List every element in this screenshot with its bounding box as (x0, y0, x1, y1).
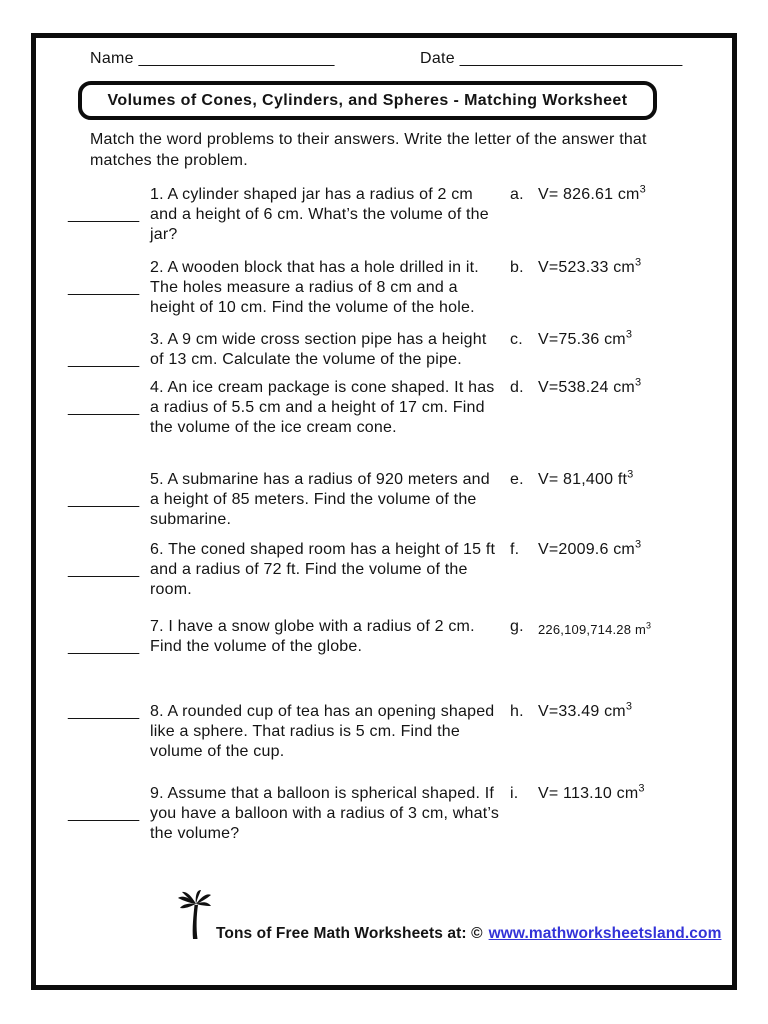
answer-blank-line: ________ (68, 805, 140, 822)
answer-letter: g. (510, 618, 524, 635)
footer-credit-text: Tons of Free Math Worksheets at: © (216, 925, 483, 942)
date-blank-line: _________________________ (459, 50, 683, 67)
answer-blank-line: ________ (68, 206, 140, 223)
answer-value: V= 113.10 $cm^3$ (538, 782, 645, 802)
problem-row (36, 330, 732, 370)
problem-text: 9. Assume that a balloon is spherical shaped. If you have a balloon with a radius of 3 cm, what’s the volume? (150, 785, 500, 842)
date-field (420, 50, 682, 68)
problem-row (36, 784, 732, 844)
worksheet-title: Volumes of Cones, Cylinders, and Spheres - Matching Worksheet (107, 92, 628, 109)
answer-value: V=75.36 $cm^3$ (538, 328, 633, 348)
problem-text: 7. I have a snow globe with a radius of 2 cm. Find the volume of the globe. (150, 618, 475, 655)
problem-row (36, 702, 732, 762)
problem-row (36, 185, 732, 245)
answer-letter: h. (510, 703, 524, 720)
answer-blank-line: ________ (68, 279, 140, 296)
footer (177, 890, 732, 945)
answer-letter: a. (510, 186, 524, 203)
answer-value: V=538.24 $cm^3$ (538, 376, 642, 396)
problems-list (36, 185, 732, 844)
answer-letter: c. (510, 331, 523, 348)
answer-blank-line: ________ (68, 399, 140, 416)
problem-row (36, 378, 732, 438)
problem-text: 4. An ice cream package is cone shaped. It has a radius of 5.5 cm and a height of 17 cm. Find the volume of the ice cream cone. (150, 379, 495, 436)
answer-blank-line: ________ (68, 351, 140, 368)
answer-value: 226,109,714.28 $m^3$ (538, 620, 652, 637)
palm-tree-icon (177, 890, 211, 945)
problem-row (36, 470, 732, 530)
worksheet-title-box (78, 81, 657, 120)
name-field (90, 50, 420, 68)
problem-text: 3. A 9 cm wide cross section pipe has a height of 13 cm. Calculate the volume of the pipe. (150, 331, 487, 368)
answer-value: V=523.33 $cm^3$ (538, 256, 642, 276)
footer-link[interactable]: www.mathworksheetsland.com (488, 925, 722, 942)
problem-text: 5. A submarine has a radius of 920 meters and a height of 85 meters. Find the volume of the submarine. (150, 471, 490, 528)
answer-blank-line: ________ (68, 561, 140, 578)
problem-text: 1. A cylinder shaped jar has a radius of 2 cm and a height of 6 cm. What’s the volume of the jar? (150, 186, 489, 243)
answer-value: V=2009.6 $cm^3$ (538, 538, 642, 558)
problem-text: 2. A wooden block that has a hole drilled in it. The holes measure a radius of 8 cm and a height of 10 cm. Find the volume of the hole. (150, 259, 479, 316)
answer-blank-line: ________ (68, 703, 140, 720)
problem-text: 6. The coned shaped room has a height of 15 ft and a radius of 72 ft. Find the volume of the room. (150, 541, 496, 598)
problem-row (36, 617, 732, 657)
answer-letter: b. (510, 259, 524, 276)
name-blank-line: ______________________ (138, 50, 335, 67)
problem-text: 8. A rounded cup of tea has an opening shaped like a sphere. That radius is 5 cm. Find the volume of the cup. (150, 703, 495, 760)
name-label: Name (90, 50, 134, 67)
answer-letter: f. (510, 541, 520, 558)
date-label: Date (420, 50, 455, 67)
problem-row (36, 258, 732, 318)
answer-value: V=33.49 $cm^3$ (538, 700, 633, 720)
answer-letter: i. (510, 785, 519, 802)
answer-value: V= 826.61 $cm^3$ (538, 183, 646, 203)
answer-letter: d. (510, 379, 524, 396)
instructions-text: Match the word problems to their answers. Write the letter of the answer that matches the problem. (90, 131, 647, 169)
problem-row (36, 540, 732, 600)
answer-value: V= 81,400 $ft^3$ (538, 468, 634, 488)
answer-blank-line: ________ (68, 638, 140, 655)
answer-letter: e. (510, 471, 524, 488)
worksheet-page (31, 33, 737, 990)
answer-blank-line: ________ (68, 491, 140, 508)
name-date-row (90, 50, 732, 68)
